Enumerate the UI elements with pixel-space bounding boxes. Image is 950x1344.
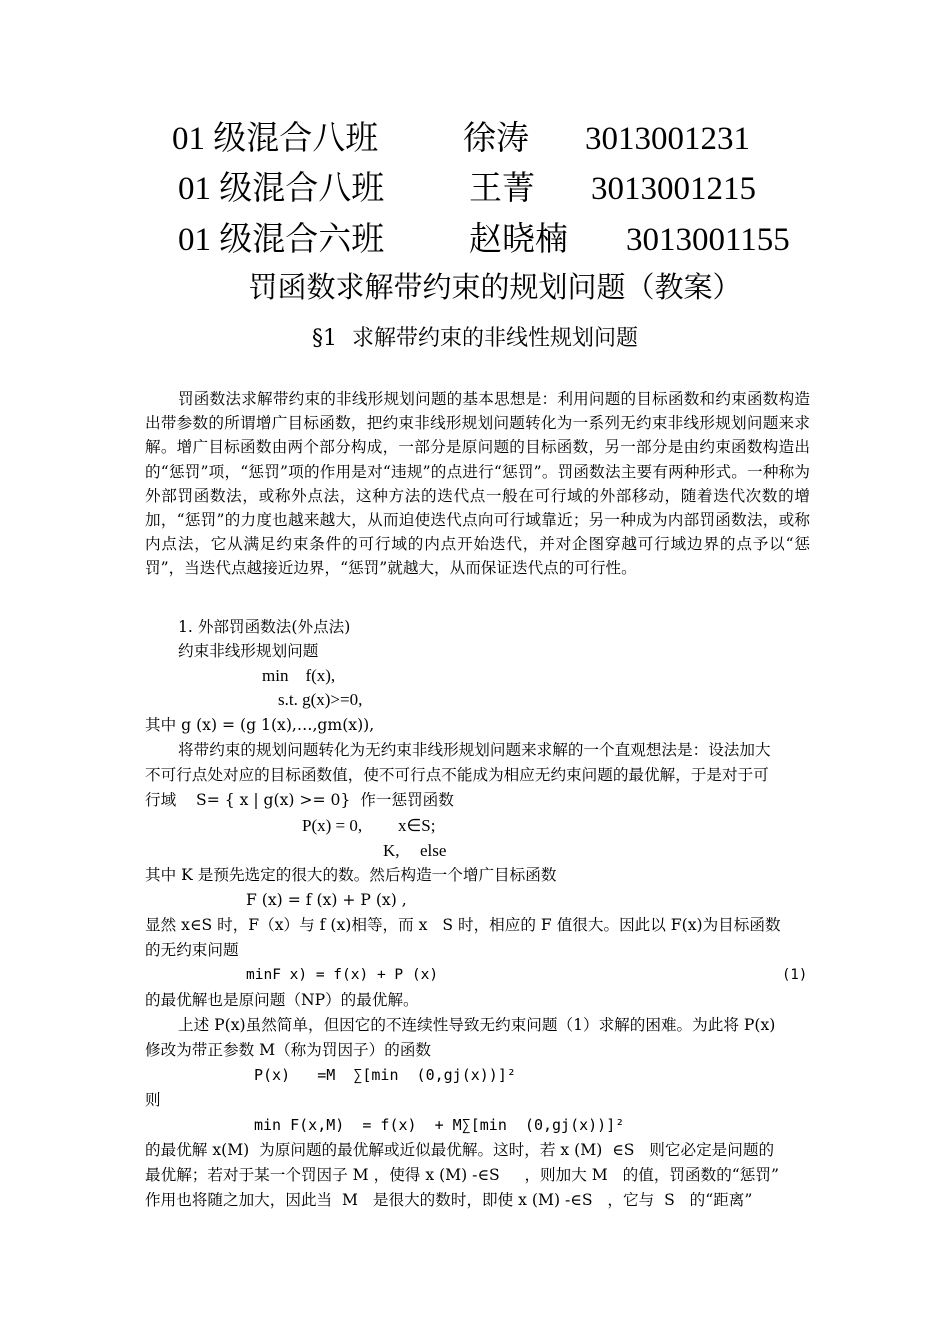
- formula-penalty-cond2: else: [420, 841, 447, 860]
- author-name: 赵晓楠: [469, 222, 568, 258]
- text-line: 则: [145, 1091, 161, 1109]
- text-line: 其中 K 是预先选定的很大的数。然后构造一个增广目标函数: [145, 866, 557, 884]
- text-line: 其中 g (x) = (g 1(x),…,gm(x)),: [145, 716, 375, 734]
- text-line: 的无约束问题: [145, 941, 239, 959]
- formula-min: min f(x),: [262, 666, 336, 685]
- author-class: 01 级混合八班: [172, 121, 379, 157]
- section-heading: [0, 322, 950, 356]
- formula-penalty-cond1: x∈S;: [398, 816, 436, 835]
- subsection-title: 1. 外部罚函数法(外点法): [178, 618, 351, 636]
- author-id: 3013001231: [585, 121, 750, 157]
- formula-penalty-param: P(x) =M ∑[min (0,gj(x))]²: [254, 1066, 516, 1084]
- author-name: 王菁: [469, 171, 535, 207]
- text-line: 约束非线形规划问题: [178, 642, 319, 660]
- author-id: 3013001215: [591, 171, 756, 207]
- text-line: 的最优解也是原问题（NP）的最优解。: [145, 991, 419, 1009]
- text-line: 的最优解 x(M) 为原问题的最优解或近似最优解。这时，若 x (M) ∈S 则它必定是问题的: [145, 1141, 775, 1159]
- text-line: 修改为带正参数 M（称为罚因子）的函数: [145, 1041, 432, 1059]
- formula-augmented: F (x) = f (x) + P (x) ,: [246, 891, 407, 909]
- author-class: 01 级混合六班: [178, 222, 385, 258]
- section-number: §1: [311, 326, 337, 351]
- text-line: 行域 S= { x | g(x) >= 0} 作一惩罚函数: [145, 791, 454, 809]
- text-line: 不可行点处对应的目标函数值，使不可行点不能成为相应无约束问题的最优解，于是对于可: [145, 766, 769, 784]
- author-class: 01 级混合八班: [178, 171, 385, 207]
- equation-number: (1): [782, 967, 808, 983]
- text-line: 最优解；若对于某一个罚因子 M ，使得 x (M) -∈S ，则加大 M 的值，罚函数的“惩罚”: [145, 1166, 779, 1184]
- text-line: 将带约束的规划问题转化为无约束非线形规划问题来求解的一个直观想法是：设法加大: [178, 741, 771, 759]
- formula-penalty-case1: P(x) = 0,: [302, 816, 363, 835]
- text-line: 显然 x∈S 时，F（x）与 f (x)相等，而 x S 时，相应的 F 值很大。因此以 F(x)为目标函数: [145, 916, 781, 934]
- formula-constraint: s.t. g(x)>=0,: [278, 690, 363, 709]
- formula-min-FxM: min F(x,M) = f(x) + M∑[min (0,gj(x))]²: [254, 1116, 625, 1134]
- text-line: 上述 P(x)虽然简单，但因它的不连续性导致无约束问题（1）求解的困难。为此将 P(x): [178, 1016, 776, 1034]
- formula-1: minF x) = f(x) + P (x): [246, 967, 439, 983]
- intro-paragraph: 罚函数法求解带约束的非线形规划问题的基本思想是：利用问题的目标函数和约束函数构造出带参数的所谓增广目标函数，把约束非线形规划问题转化为一系列无约束非线形规划问题来求解。增广目标函数由两个部分构成，一部分是原问题的目标函数，另一部分是由约束函数构造出的“惩罚”项，“惩罚”项的作用是对“违规”的点进行“惩罚”。罚函数法主要有两种形式。一种称为外部罚函数法，或称外点法，这种方法的迭代点一般在可行域的外部移动，随着迭代次数的增加，“惩罚”的力度也越来越大，从而迫使迭代点向可行域靠近；另一种成为内部罚函数法，或称内点法，它从满足约束条件的可行域的内点开始迭代，并对企图穿越可行域边界的点予以“惩罚”，当迭代点越接近边界，“惩罚”就越大，从而保证迭代点的可行性。: [145, 390, 810, 578]
- author-id: 3013001155: [626, 222, 790, 258]
- document-title: 罚函数求解带约束的规划问题（教案）: [248, 270, 742, 304]
- author-name: 徐涛: [463, 121, 529, 157]
- text-line: 作用也将随之加大，因此当 M 是很大的数时，即使 x (M) -∈S ，它与 S 的“距离”: [145, 1191, 753, 1209]
- formula-penalty-case2: K,: [383, 841, 400, 860]
- section-heading-text: 求解带约束的非线性规划问题: [351, 326, 638, 351]
